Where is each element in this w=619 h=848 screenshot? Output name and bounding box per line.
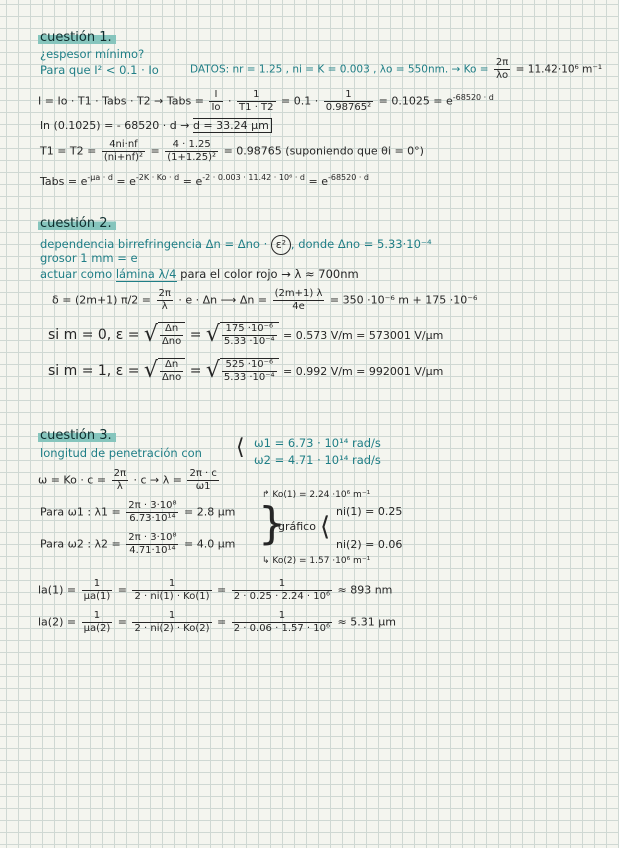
q2-eq1-f1-den: λ	[161, 301, 168, 312]
q2-eq2-f2-num: 175 ·10⁻⁶	[222, 323, 277, 336]
q3-p1-a: Para ω1 : λ1 =	[40, 505, 121, 519]
q2-eq2-f2-den: 5.33 ·10⁻⁴	[223, 336, 275, 347]
q2-line-3b: para el color rojo → λ ≈ 700nm	[176, 267, 359, 281]
q3-p1-frac	[126, 500, 178, 525]
q1-eq3-f2-num: 4 · 1.25	[165, 139, 218, 152]
q1-ko-num: 2π	[495, 57, 509, 68]
q3-l1-eq1: =	[117, 583, 127, 597]
q3-brace-right: }	[258, 498, 286, 549]
q1-eq1: I = Io · T1 · Tabs · T2 → Tabs = $\frac{I}{Io}$ · $\frac{1}{T1 \cdot T2}$ = 0.1 · $\frac{1}{\text{0.98765²}}$ = $0.1025 = e^{-68520 \cdot d}$	[38, 89, 494, 113]
q1-eq4-e4: -68520 · d	[327, 173, 370, 182]
q3-l1-eq2: =	[217, 583, 227, 597]
q1-eq1-frac3	[324, 89, 373, 114]
q3-l1-f1-num: 1	[82, 578, 113, 591]
q1-eq3-frac2	[165, 139, 218, 164]
q3-ko1-text: Ko(1) = 2.24 ·10⁶ m⁻¹	[272, 490, 371, 500]
q2-eq2-b: = 0.573 V/m = 573001 V/μm	[283, 329, 444, 342]
q3-l2-f3-num: 1	[232, 610, 332, 623]
q3-l1	[38, 578, 392, 603]
q1-datos	[190, 57, 602, 82]
q3-l1-a: la(1) =	[38, 583, 77, 597]
q3-angle-bracket-2: ⟨	[320, 512, 331, 542]
q3-l2-frac1	[82, 610, 113, 635]
q3-eq1-a: ω = Ko · c =	[38, 473, 107, 487]
q3-eq1-frac2	[187, 468, 218, 493]
q1-result-box: d = 33.24 μm	[193, 118, 272, 133]
q1-eq1-f1-den: Io	[211, 102, 221, 113]
q2-line-1b: , donde Δno = 5.33·10⁻⁴	[290, 237, 432, 251]
q1-eq4	[40, 175, 369, 189]
q1-subtitle-1: ¿espesor mínimo?	[40, 47, 145, 61]
q2-eq2-f1-den: Δno	[161, 336, 182, 347]
q2-eq3-eq: =	[189, 363, 202, 379]
q1-eq3-f1-num: 4ni·nf	[102, 139, 145, 152]
q3-l1-f3-den: 2 · 0.25 · 2.24 · 10⁶	[233, 591, 330, 602]
q3-l2-eq1: =	[117, 615, 127, 629]
q3-l2-f1-den: μa(2)	[83, 623, 111, 634]
sqrt-icon: √	[143, 322, 158, 347]
q3-ko2: ↳ Ko(2) = 1.57 ·10⁶ m⁻¹	[262, 556, 371, 566]
q2-eq1	[52, 288, 477, 313]
q2-eq3	[48, 358, 443, 384]
q2-eq3-f1-num: Δn	[160, 359, 183, 372]
q3-p2-num: 2π · 3·10⁸	[128, 532, 177, 543]
q2-eq2-f1-num: Δn	[160, 323, 183, 336]
q3-l2-f2-den: 2 · ni(2) · Ko(2)	[134, 623, 210, 634]
q1-eq3-b: = 0.98765 (suponiendo que θi = 0°)	[223, 144, 424, 158]
q2-line-3-underlined: lámina λ/4	[115, 267, 177, 281]
q1-eq1-b: = 0.1 ·	[281, 94, 319, 108]
q3-grafico: gráfico	[278, 520, 316, 533]
q3-ni2: ni(2) = 0.06	[336, 538, 403, 551]
q2-eq1-c: = 350 ·10⁻⁶ m + 175 ·10⁻⁶	[329, 293, 478, 307]
q3-l1-frac1	[82, 578, 113, 603]
q2-eq2-eq: =	[189, 327, 202, 343]
q1-subtitle-2: Para que I² < 0.1 · Io	[40, 63, 159, 77]
q3-l1-f1-den: μa(1)	[83, 591, 111, 602]
q2-eq1-frac2	[273, 288, 325, 313]
q1-eq1-exp: -68520 · d	[452, 92, 494, 102]
q1-eq4-e3: -2 · 0.003 · 11.42 · 10⁶ · d	[202, 173, 305, 182]
q3-l1-f2-den: 2 · ni(1) · Ko(1)	[134, 591, 210, 602]
q2-eq3-f2-num: 525 ·10⁻⁶	[222, 359, 277, 372]
q1-eq1-f3-num: 1	[324, 89, 373, 102]
q2-eq1-f1-num: 2π	[158, 288, 171, 299]
sqrt-icon: √	[205, 358, 220, 383]
q3-p2-frac	[126, 532, 178, 557]
q3-p1-num: 2π · 3·10⁸	[128, 500, 177, 511]
q3-ni1: ni(1) = 0.25	[336, 505, 403, 518]
q2-eq3-radicand2	[220, 358, 279, 384]
q1-eq4-e2: -2K · Ko · d	[135, 173, 180, 182]
q1-eq1-frac1	[209, 89, 222, 114]
q2-eq2-radicand1	[158, 322, 185, 348]
q1-eq3-f1-den: (ni+nf)²	[103, 152, 144, 163]
q3-p1	[40, 500, 235, 525]
q3-p2	[40, 532, 235, 557]
q1-eq3-f2-den: (1+1.25)²	[167, 152, 217, 163]
q1-eq3-a: T1 = T2 =	[40, 144, 97, 158]
q1-eq4-c: = e	[179, 175, 203, 188]
q2-eq1-f2-num: (2m+1) λ	[274, 288, 323, 299]
q2-line-1a: dependencia birrefringencia Δn = Δno ·	[40, 237, 271, 251]
q1-eq2-a: ln (0.1025) = - 68520 · d →	[40, 119, 193, 132]
q3-l1-result: ≈ 893 nm	[337, 583, 393, 597]
q3-l1-f3-num: 1	[232, 578, 332, 591]
q1-eq1-f2-den: T1 · T2	[239, 102, 274, 113]
q1-eq4-e1: -μa · d	[87, 173, 113, 182]
q1-eq1-frac2	[237, 89, 275, 114]
q3-l1-f2-num: 1	[132, 578, 211, 591]
sqrt-icon: √	[205, 322, 220, 347]
q3-l1-frac2	[132, 578, 211, 603]
q3-l2-f1-num: 1	[82, 610, 113, 623]
q3-eq1-f2-num: 2π · c	[189, 468, 217, 479]
q3-angle-bracket: ⟨	[236, 435, 245, 460]
q1-eq1-a: I = Io · T1 · Tabs · T2 → Tabs =	[38, 94, 204, 108]
q3-header: cuestión 3.	[38, 428, 116, 443]
q2-eq3-b: = 0.992 V/m = 992001 V/μm	[283, 365, 444, 378]
q3-p2-den: 4.71·10¹⁴	[129, 545, 176, 556]
q2-eq1-a: δ = (2m+1) π/2 =	[52, 293, 151, 307]
q3-p2-a: Para ω2 : λ2 =	[40, 537, 121, 551]
q1-eq3-frac1	[102, 139, 145, 164]
q1-header: cuestión 1.	[38, 30, 116, 45]
sqrt-icon: √	[143, 358, 158, 383]
q2-eq1-b: · e · Δn ⟶ Δn =	[178, 293, 268, 307]
q1-eq1-f1-num: I	[209, 89, 222, 102]
q3-eq1	[38, 468, 221, 493]
q1-eq3: T1 = T2 = $\frac{4ni\cdot nf}{\text{(ni+nf)²}}$ = $\frac{4 \cdot 1.25}{\text{(1+1.25)²}}$ = 0.98765 (suponiendo que θi = 0°)	[40, 139, 424, 163]
q2-eq3-radicand1	[158, 358, 185, 384]
q2-circled-eps: ε²	[271, 235, 291, 255]
q1-ko-value: = 11.42·10⁶ m⁻¹	[515, 63, 603, 76]
q2-header: cuestión 2.	[38, 216, 116, 231]
q3-p2-b: = 4.0 μm	[183, 537, 236, 551]
q3-l2-eq2: =	[217, 615, 227, 629]
q1-eq2	[40, 119, 272, 132]
q2-eq3-a: si m = 1, ε =	[48, 363, 140, 379]
q3-eq1-b: · c → λ =	[133, 473, 182, 487]
q3-ko1: ↱ Ko(1) = 2.24 ·10⁶ m⁻¹	[262, 490, 371, 500]
q1-datos-text: DATOS: nr = 1.25 , ni = K = 0.003 , λo = 550nm. → Ko =	[190, 63, 489, 76]
q3-w2: ω2 = 4.71 · 10¹⁴ rad/s	[254, 453, 381, 467]
q3-w1: ω1 = 6.73 · 10¹⁴ rad/s	[254, 436, 381, 450]
q3-l2-f3-den: 2 · 0.06 · 1.57 · 10⁶	[233, 623, 330, 634]
q3-l2-frac2	[132, 610, 211, 635]
q2-line-2: grosor 1 mm = e	[40, 251, 138, 265]
q1-eq1-c: = 0.1025 = e	[378, 94, 453, 108]
q2-line-3a: actuar como	[40, 267, 116, 281]
q3-l2-frac3	[232, 610, 332, 635]
q3-eq1-frac1	[112, 468, 128, 493]
q3-l1-frac3	[232, 578, 332, 603]
q2-eq3-f2-den: 5.33 ·10⁻⁴	[223, 372, 275, 383]
q3-eq1-f1-num: 2π	[113, 468, 126, 479]
q2-eq2	[48, 322, 443, 348]
q1-ko-fraction	[494, 57, 510, 82]
q3-p1-b: = 2.8 μm	[183, 505, 236, 519]
q2-eq2-radicand2	[220, 322, 279, 348]
q3-p1-den: 6.73·10¹⁴	[129, 513, 176, 524]
q3-eq1-f1-den: λ	[116, 481, 123, 492]
q1-eq1-f2-num: 1	[237, 89, 275, 102]
q1-eq4-d: = e	[304, 175, 328, 188]
q3-ko2-text: Ko(2) = 1.57 ·10⁶ m⁻¹	[272, 556, 371, 566]
q3-l2-a: la(2) =	[38, 615, 77, 629]
q2-eq3-f1-den: Δno	[161, 372, 182, 383]
q2-line-3	[40, 268, 359, 281]
q3-line-1: longitud de penetración con	[40, 446, 202, 460]
q1-eq4-a: Tabs = e	[40, 175, 88, 188]
q3-l2-f2-num: 1	[132, 610, 211, 623]
q3-eq1-f2-den: ω1	[195, 481, 211, 492]
q2-eq2-a: si m = 0, ε =	[48, 327, 140, 343]
q3-l2	[38, 610, 396, 635]
q2-eq1-f2-den: 4e	[292, 301, 305, 312]
q3-l2-result: ≈ 5.31 μm	[337, 615, 396, 629]
q1-ko-den: λo	[496, 70, 509, 81]
q2-eq1-frac1	[157, 288, 173, 313]
q1-eq4-b: = e	[112, 175, 136, 188]
q1-eq1-f3-den: 0.98765²	[325, 102, 372, 113]
